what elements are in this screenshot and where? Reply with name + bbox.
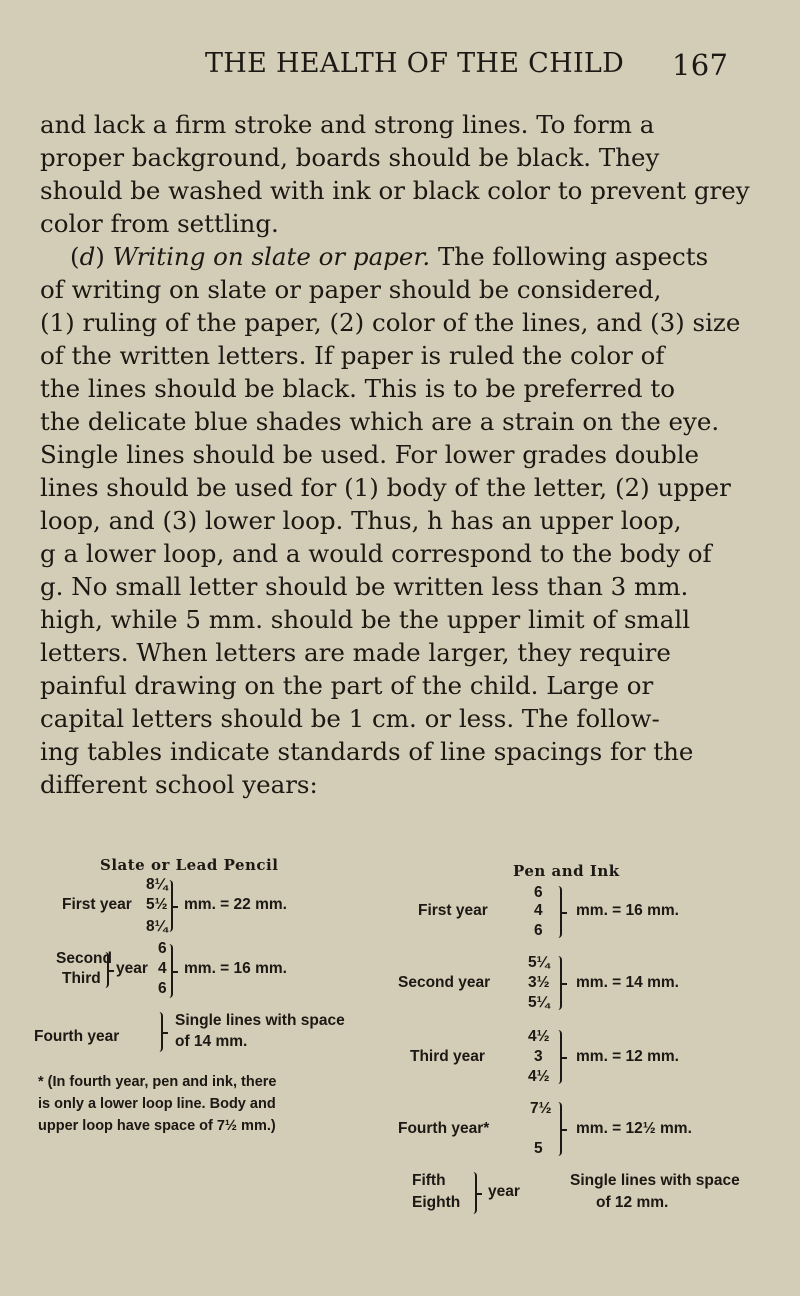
slate-first-total: mm. = 22 mm. [184, 896, 287, 913]
pen-second-v1: 5¼ [528, 954, 550, 971]
slate-first-v2: 5½ [146, 896, 168, 913]
body-line: lines should be used for (1) body of the letter, (2) upper [40, 473, 731, 502]
body-line: ing tables indicate standards of line spacings for the [40, 737, 694, 766]
slate-fourth-brace [156, 1012, 163, 1052]
pen-fifth-line1: Single lines with space [570, 1172, 740, 1189]
body-line: g. No small letter should be written less than 3 mm. [40, 572, 689, 601]
slate-footnote-line: upper loop have space of 7½ mm.) [38, 1118, 276, 1134]
body-line: should be washed with ink or black color to prevent grey [40, 176, 750, 205]
section-heading-d: (d) Writing on slate or paper. The following aspects [70, 242, 709, 271]
pen-second-label: Second year [398, 974, 491, 991]
body-line: loop, and (3) lower loop. Thus, h has an upper loop, [40, 506, 682, 535]
pen-fourth-total: mm. = 12½ mm. [576, 1120, 692, 1137]
pen-first-total: mm. = 16 mm. [576, 902, 679, 919]
pen-first-v3: 6 [534, 922, 543, 939]
page-number: 167 [672, 48, 729, 82]
slate-footnote-line: is only a lower loop line. Body and [38, 1096, 276, 1112]
pen-fifth-line2: of 12 mm. [596, 1194, 669, 1211]
body-line: painful drawing on the part of the child. Large or [40, 671, 654, 700]
body-line: (1) ruling of the paper, (2) color of the lines, and (3) size [40, 308, 741, 337]
pen-third-total: mm. = 12 mm. [576, 1048, 679, 1065]
pen-fourth-v1: 7½ [530, 1100, 552, 1117]
body-line: of writing on slate or paper should be considered, [40, 275, 662, 304]
pen-table-title: Pen and Ink [513, 862, 620, 880]
slate-second-third-brace [102, 952, 109, 988]
pen-first-v1: 6 [534, 884, 543, 901]
pen-fifth-label: Fifth [412, 1172, 446, 1189]
running-head: THE HEALTH OF THE CHILD [205, 48, 625, 79]
slate-second-v2: 4 [158, 960, 167, 977]
body-line: Single lines should be used. For lower grades double [40, 440, 700, 469]
slate-third-label: Third [62, 970, 101, 987]
pen-fourth-v3: 5 [534, 1140, 543, 1157]
slate-first-v1: 8¼ [146, 876, 168, 893]
body-line: color from settling. [40, 209, 279, 238]
slate-first-label: First year [62, 896, 132, 913]
pen-first-brace [555, 886, 562, 938]
pen-first-label: First year [418, 902, 488, 919]
pen-second-v2: 3½ [528, 974, 550, 991]
pen-fourth-label: Fourth year* [398, 1120, 490, 1137]
body-line: different school years: [40, 770, 318, 799]
pen-third-brace [555, 1030, 562, 1084]
pen-eighth-label: Eighth [412, 1194, 461, 1211]
body-line: proper background, boards should be black. They [40, 143, 660, 172]
pen-second-total: mm. = 14 mm. [576, 974, 679, 991]
slate-footnote-line: * (In fourth year, pen and ink, there [38, 1074, 277, 1090]
slate-fourth-line2: of 14 mm. [175, 1033, 248, 1050]
body-line: capital letters should be 1 cm. or less. The follow- [40, 704, 660, 733]
slate-first-v3: 8¼ [146, 918, 168, 935]
pen-first-v2: 4 [534, 902, 543, 919]
slate-second-v1: 6 [158, 940, 167, 957]
slate-second-v3: 6 [158, 980, 167, 997]
slate-first-brace [166, 880, 173, 932]
body-line: high, while 5 mm. should be the upper limit of small [40, 605, 691, 634]
slate-fourth-line1: Single lines with space [175, 1012, 345, 1029]
body-line: g a lower loop, and a would correspond to the body of [40, 539, 712, 568]
slate-fourth-label: Fourth year [34, 1028, 120, 1045]
pen-third-v1: 4½ [528, 1028, 550, 1045]
pen-third-v2: 3 [534, 1048, 543, 1065]
body-line: the delicate blue shades which are a strain on the eye. [40, 407, 720, 436]
pen-fourth-brace [555, 1102, 562, 1156]
pen-second-v3: 5¼ [528, 994, 550, 1011]
slate-second-third-year: year [116, 960, 148, 977]
body-line: the lines should be black. This is to be preferred to [40, 374, 675, 403]
pen-fifth-eighth-year: year [488, 1183, 520, 1200]
body-line: and lack a firm stroke and strong lines. To form a [40, 110, 655, 139]
pen-third-label: Third year [410, 1048, 485, 1065]
body-line: of the written letters. If paper is ruled the color of [40, 341, 665, 370]
slate-table-title: Slate or Lead Pencil [100, 856, 279, 874]
body-line: letters. When letters are made larger, they require [40, 638, 671, 667]
section-heading-line [70, 240, 708, 273]
slate-second-label: Second [56, 950, 112, 967]
pen-fifth-eighth-brace [470, 1172, 477, 1214]
slate-second-total: mm. = 16 mm. [184, 960, 287, 977]
pen-third-v3: 4½ [528, 1068, 550, 1085]
pen-second-brace [555, 956, 562, 1010]
slate-second-values-brace [166, 944, 173, 998]
